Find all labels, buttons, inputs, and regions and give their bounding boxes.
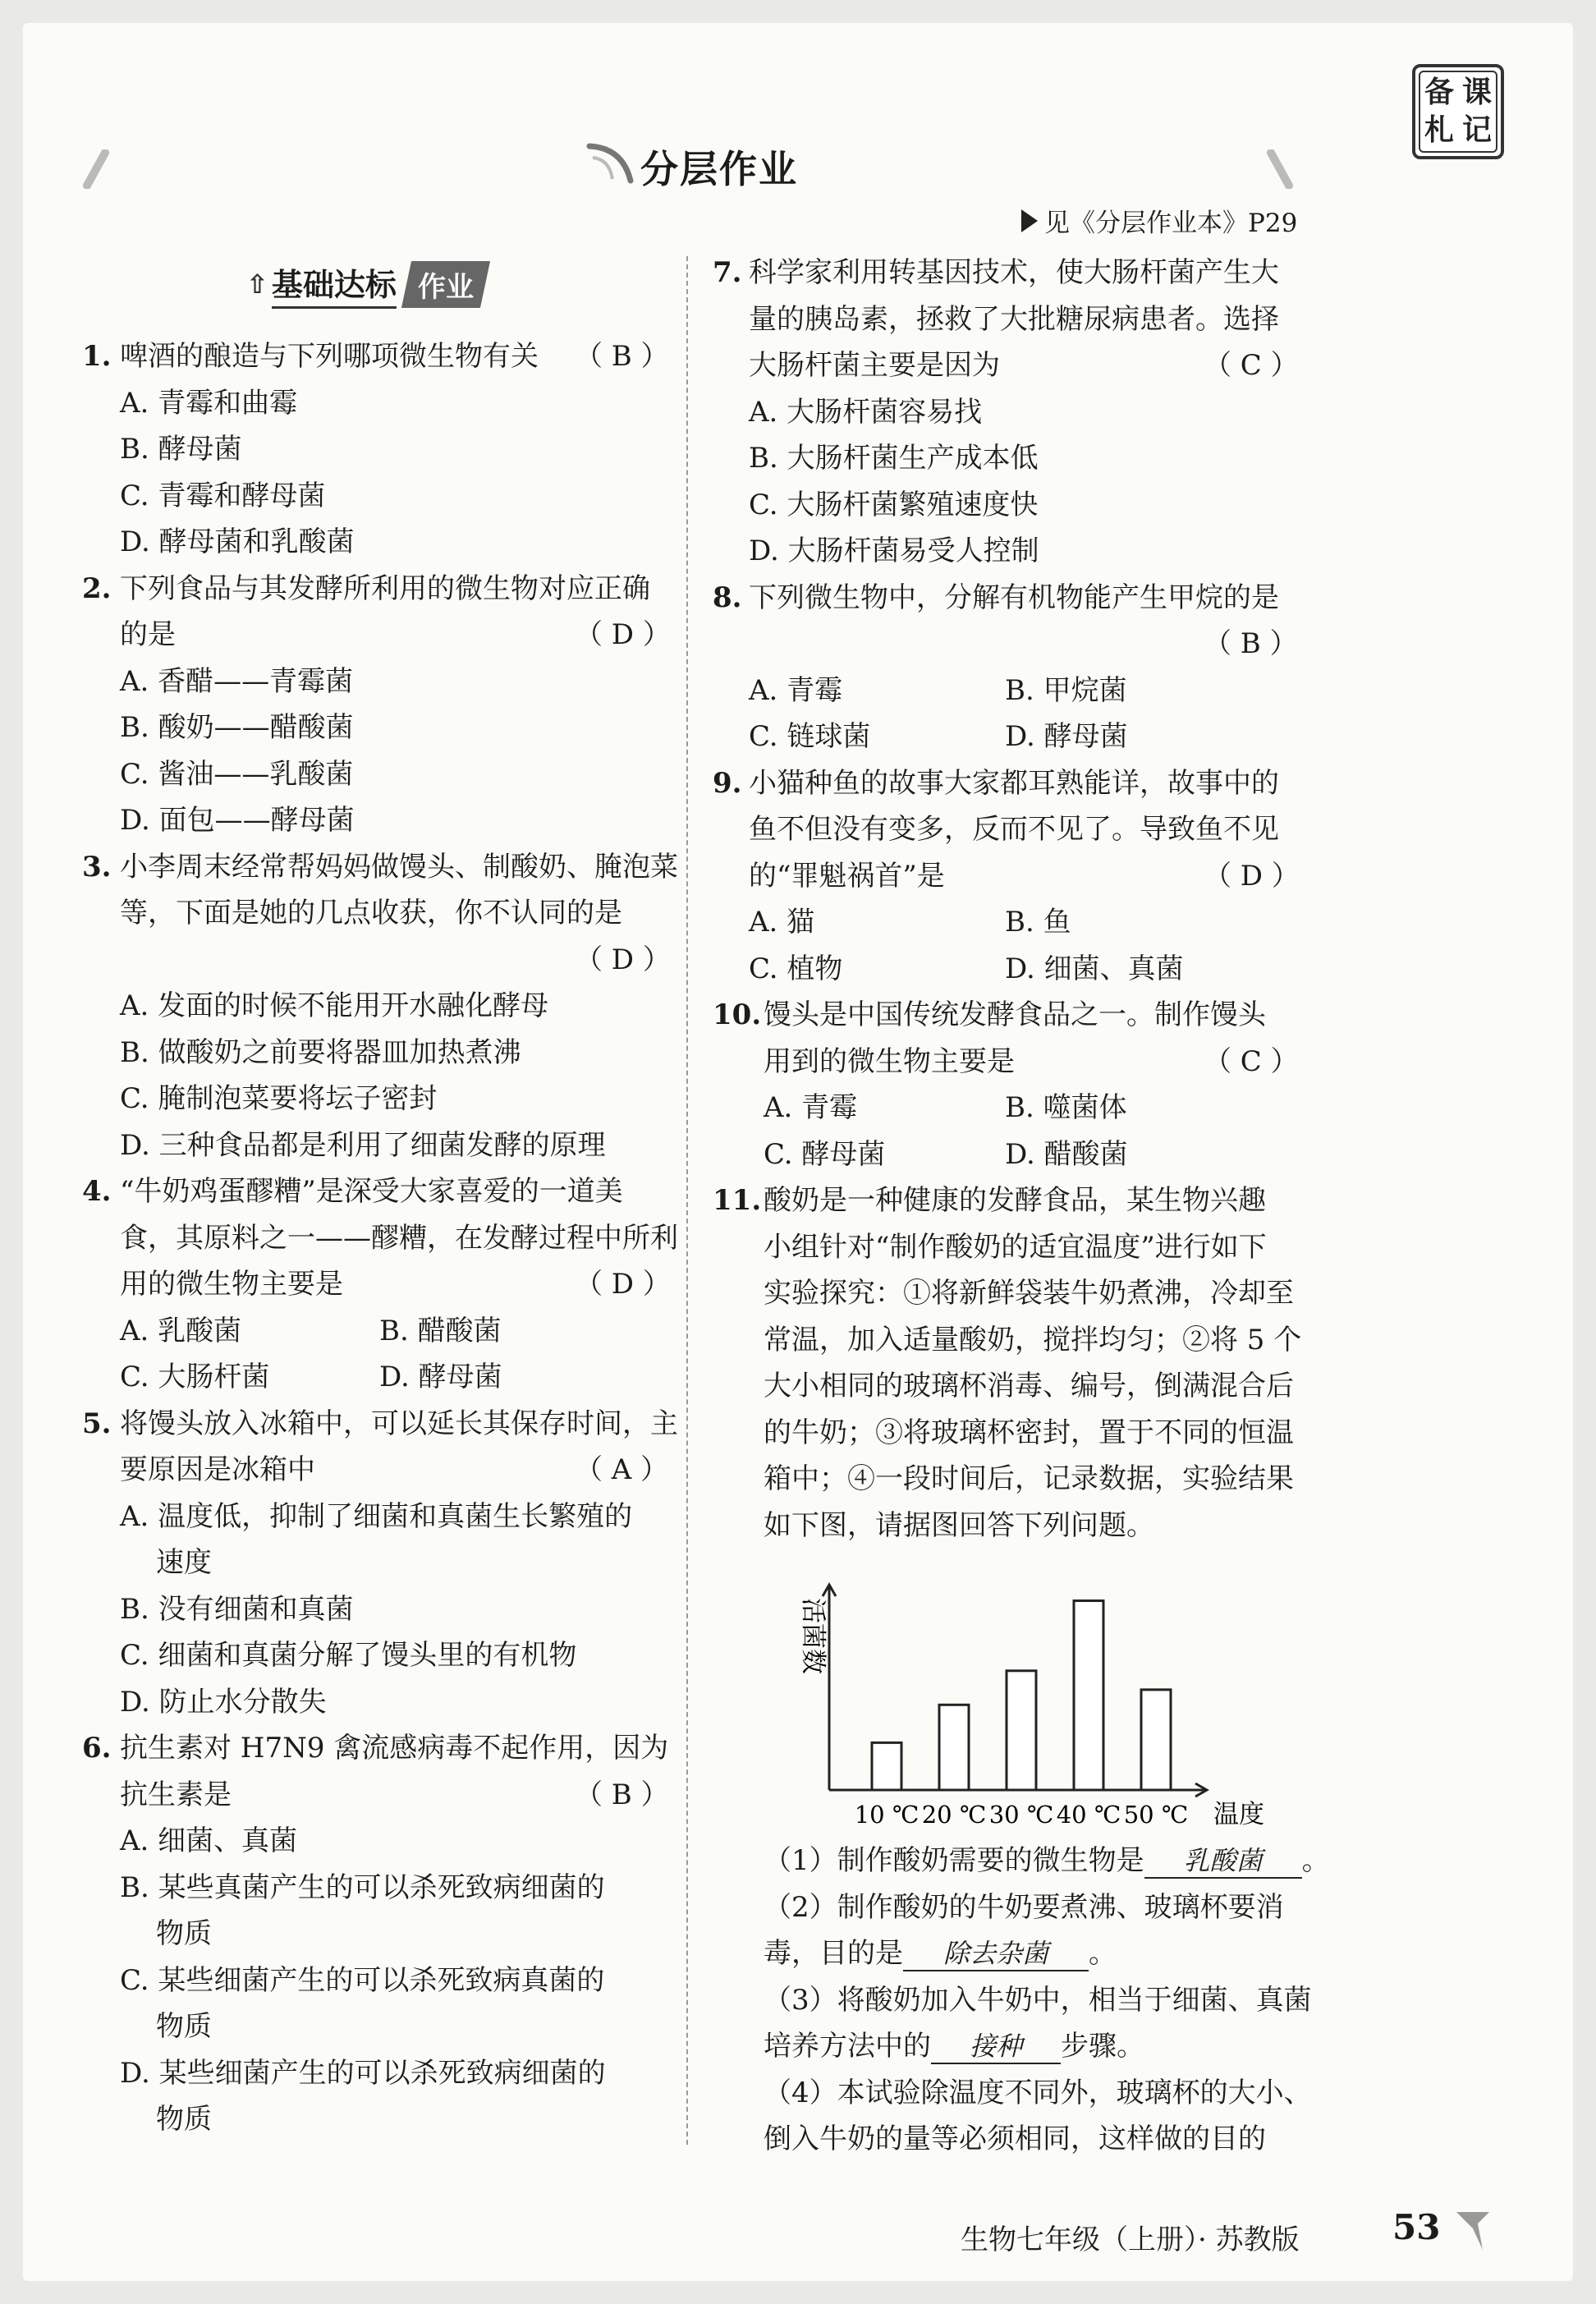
x-tick-label: 20 ℃	[921, 1801, 987, 1829]
notes-stamp	[1412, 64, 1504, 159]
option: C. 某些细菌产生的可以杀死致病真菌的	[120, 1963, 605, 1997]
question-stem: 的“罪魁祸首”是	[749, 859, 945, 893]
option: B. 某些真菌产生的可以杀死致病细菌的	[120, 1870, 605, 1904]
sub-question-line	[764, 2030, 1144, 2064]
option: D. 酵母菌	[379, 1361, 502, 1393]
answer-bracket: （ B ）	[575, 1778, 669, 1811]
question-stem: 酸奶是一种健康的发酵食品，某生物兴趣	[764, 1184, 1266, 1217]
question-number: 3.	[82, 850, 112, 884]
title-swoosh-icon	[581, 138, 644, 187]
workbook-reference	[1021, 202, 1297, 239]
question-stem: 啤酒的酿造与下列哪项微生物有关	[120, 340, 539, 373]
y-axis-label: 活菌数	[798, 1598, 828, 1674]
option: 速度	[156, 1546, 212, 1579]
reference-text: 见《分层作业本》P29	[1044, 209, 1298, 238]
question-number: 2.	[82, 571, 112, 605]
option: D. 大肠杆菌易受人控制	[749, 535, 1039, 567]
option: B. 噬菌体	[1005, 1091, 1127, 1124]
question-stem: 箱中；④一段时间后，记录数据，实验结果	[764, 1462, 1294, 1495]
slash-decoration-left	[82, 149, 112, 189]
question-stem: 下列食品与其发酵所利用的微生物对应正确	[120, 571, 650, 605]
option: A. 细菌、真菌	[120, 1824, 298, 1857]
question-stem: 小猫种鱼的故事大家都耳熟能详，故事中的	[749, 766, 1279, 800]
option: B. 做酸奶之前要将器皿加热煮沸	[120, 1035, 521, 1069]
sub-question-line	[764, 2123, 1266, 2155]
question-stem: 抗生素是	[120, 1778, 232, 1811]
option: A. 乳酸菌	[120, 1314, 242, 1347]
question-stem: 食，其原料之一——醪糟，在发酵过程中所利	[120, 1221, 678, 1255]
question-number: 5.	[82, 1407, 112, 1440]
footer-book-title: 生物七年级（上册）· 苏教版	[961, 2224, 1300, 2256]
question-stem: 大肠杆菌主要是因为	[749, 349, 1000, 382]
option: D. 防止水分散失	[120, 1685, 327, 1719]
answer-blank: 接种	[931, 2030, 1061, 2064]
option: C. 酱油——乳酸菌	[120, 757, 354, 791]
question-stem: 等，下面是她的几点收获，你不认同的是	[120, 897, 622, 929]
stamp-char: 备	[1424, 76, 1454, 109]
question-stem: 常温，加入适量酸奶，搅拌均匀；②将 5 个	[764, 1323, 1302, 1356]
bar	[939, 1705, 969, 1790]
section-heading	[246, 261, 485, 307]
sub-question-text: 。	[1301, 1844, 1330, 1877]
answer-bracket: （ D ）	[575, 1268, 671, 1301]
question-stem: 将馒头放入冰箱中，可以延长其保存时间，主	[120, 1407, 678, 1440]
question-number: 10.	[713, 998, 762, 1031]
page-number: 53	[1392, 2207, 1441, 2247]
option: D. 酵母菌	[1005, 720, 1128, 753]
option: C. 大肠杆菌繁殖速度快	[749, 488, 1039, 521]
question-number: 4.	[82, 1175, 112, 1208]
question-number: 1.	[82, 340, 112, 373]
sub-question-text: （4）本试验除温度不同外，玻璃杯的大小、	[764, 2076, 1312, 2109]
question-number: 8.	[713, 581, 742, 614]
option: D. 醋酸菌	[1005, 1137, 1128, 1171]
sub-question-line	[764, 1937, 1117, 1971]
question-number: 9.	[713, 766, 742, 800]
question-stem: 科学家利用转基因技术，使大肠杆菌产生大	[749, 256, 1279, 289]
option: C. 链球菌	[749, 720, 871, 753]
stamp-char: 记	[1461, 113, 1492, 147]
x-tick-label: 30 ℃	[988, 1801, 1054, 1829]
option: 物质	[156, 1917, 212, 1950]
option: A. 香醋——青霉菌	[120, 664, 354, 698]
option: A. 青霉	[749, 673, 843, 707]
question-stem: 要原因是冰箱中	[120, 1453, 315, 1486]
option: C. 植物	[749, 952, 843, 985]
page-title: 分层作业	[640, 147, 798, 191]
question-stem: 大小相同的玻璃杯消毒、编号，倒满混合后	[764, 1370, 1294, 1402]
answer-bracket: （ B ）	[575, 340, 669, 373]
option: B. 大肠杆菌生产成本低	[749, 442, 1039, 475]
answer-bracket: （ D ）	[575, 943, 671, 976]
option: D. 酵母菌和乳酸菌	[120, 526, 355, 558]
question-stem: 馒头是中国传统发酵食品之一。制作馒头	[764, 998, 1266, 1031]
bar	[872, 1742, 901, 1790]
question-number: 6.	[82, 1732, 112, 1765]
sub-question-text: （1）制作酸奶需要的微生物是	[764, 1844, 1144, 1877]
option: A. 发面的时候不能用开水融化酵母	[120, 989, 549, 1022]
slash-decoration-right	[1264, 149, 1294, 189]
sub-question-text: 倒入牛奶的量等必须相同，这样做的目的	[764, 2123, 1266, 2155]
question-stem: 如下图，请据图回答下列问题。	[764, 1508, 1154, 1542]
question-stem: 的是	[120, 618, 176, 651]
stamp-char: 课	[1461, 76, 1492, 109]
sub-question-line	[764, 1984, 1312, 2017]
up-arrow-icon: ⇧	[246, 268, 268, 300]
question-stem: 小组针对“制作酸奶的适宜温度”进行如下	[764, 1230, 1267, 1264]
question-stem: 抗生素对 H7N9 禽流感病毒不起作用，因为	[120, 1732, 669, 1765]
option: 物质	[156, 2103, 212, 2136]
section-tag: 作业	[401, 261, 490, 308]
question-stem: 的牛奶；③将玻璃杯密封，置于不同的恒温	[764, 1416, 1294, 1449]
option: C. 腌制泡菜要将坛子密封	[120, 1082, 438, 1115]
sub-question-line	[764, 1844, 1330, 1879]
x-tick-label: 50 ℃	[1123, 1801, 1189, 1829]
answer-bracket: （ D ）	[1204, 859, 1300, 893]
sub-question-text: 步骤。	[1061, 2030, 1144, 2063]
corner-arrow-icon	[1453, 2204, 1494, 2253]
answer-bracket: （ B ）	[1204, 627, 1298, 660]
answer-bracket: （ D ）	[575, 618, 671, 651]
option: C. 细菌和真菌分解了馒头里的有机物	[120, 1639, 577, 1672]
answer-bracket: （ A ）	[575, 1453, 669, 1486]
question-stem: 用的微生物主要是	[120, 1268, 343, 1301]
answer-bracket: （ C ）	[1204, 1044, 1299, 1078]
option: B. 没有细菌和真菌	[120, 1592, 354, 1626]
option: B. 甲烷菌	[1005, 673, 1127, 707]
option: A. 青霉和曲霉	[120, 386, 298, 420]
answer-bracket: （ C ）	[1204, 349, 1299, 382]
bacteria-count-chart	[772, 1575, 1297, 1838]
question-number: 7.	[713, 256, 742, 289]
sub-question-line	[764, 1891, 1284, 1924]
sub-question-line	[764, 2077, 1312, 2109]
option: C. 青霉和酵母菌	[120, 479, 326, 512]
sub-question-text: （3）将酸奶加入牛奶中，相当于细菌、真菌	[764, 1983, 1312, 2017]
option: A. 青霉	[764, 1091, 858, 1124]
question-stem: 鱼不但没有变多，反而不见了。导致鱼不见	[749, 813, 1279, 846]
option: D. 三种食品都是利用了细菌发酵的原理	[120, 1128, 606, 1162]
option: B. 酸奶——醋酸菌	[120, 711, 354, 744]
option: B. 酵母菌	[120, 433, 242, 466]
question-stem: 用到的微生物主要是	[764, 1044, 1015, 1078]
answer-blank: 乳酸菌	[1144, 1844, 1302, 1879]
option: C. 酵母菌	[764, 1137, 886, 1171]
sub-question-text: 。	[1089, 1937, 1117, 1970]
option: B. 醋酸菌	[379, 1314, 502, 1347]
x-tick-label: 10 ℃	[854, 1801, 920, 1829]
question-stem: 下列微生物中，分解有机物能产生甲烷的是	[749, 581, 1279, 614]
bar	[1074, 1601, 1103, 1790]
sub-question-text: （2）制作酸奶的牛奶要煮沸、玻璃杯要消	[764, 1890, 1284, 1924]
x-axis-label: 温度	[1213, 1800, 1264, 1829]
sub-question-text: 毒，目的是	[764, 1937, 903, 1970]
question-stem: 小李周末经常帮妈妈做馒头、制酸奶、腌泡菜	[120, 850, 678, 884]
option: C. 大肠杆菌	[120, 1361, 270, 1393]
sub-question-text: 培养方法中的	[764, 2030, 931, 2063]
option: B. 鱼	[1005, 906, 1071, 939]
stamp-char: 札	[1424, 113, 1454, 147]
answer-blank: 除去杂菌	[903, 1937, 1089, 1971]
option: D. 面包——酵母菌	[120, 804, 355, 837]
option: A. 大肠杆菌容易找	[749, 395, 983, 429]
section-title: 基础达标	[272, 259, 397, 309]
question-stem: 量的胰岛素，拯救了大批糖尿病患者。选择	[749, 302, 1279, 336]
column-divider	[686, 256, 688, 2145]
question-stem: “牛奶鸡蛋醪糟”是深受大家喜爱的一道美	[120, 1175, 623, 1208]
bar	[1007, 1671, 1036, 1790]
triangle-icon	[1021, 209, 1038, 232]
question-number: 11.	[713, 1184, 762, 1217]
option: D. 细菌、真菌	[1005, 952, 1184, 985]
option: 物质	[156, 2010, 212, 2043]
option: D. 某些细菌产生的可以杀死致病细菌的	[120, 2056, 606, 2090]
option: A. 猫	[749, 906, 815, 939]
option: A. 温度低，抑制了细菌和真菌生长繁殖的	[120, 1499, 633, 1533]
question-stem: 实验探究：①将新鲜袋装牛奶煮沸，冷却至	[764, 1277, 1294, 1310]
x-tick-label: 40 ℃	[1056, 1801, 1121, 1829]
bar	[1141, 1690, 1171, 1790]
